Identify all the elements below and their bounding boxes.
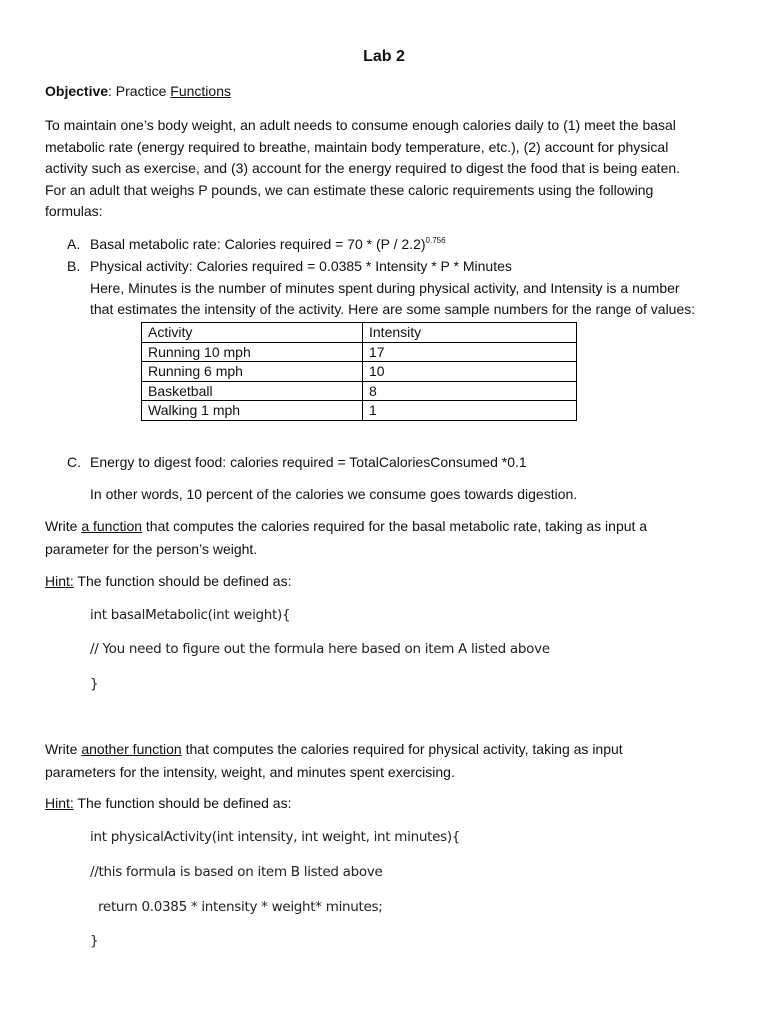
hint2-label: Hint: bbox=[45, 795, 74, 811]
item-b-label: B. bbox=[67, 258, 81, 274]
code-line: } bbox=[90, 933, 99, 949]
hint1-label: Hint: bbox=[45, 573, 74, 589]
item-b-text: Physical activity: Calories required = 0.0385 * Intensity * P * Minutes bbox=[90, 258, 512, 274]
task2-line2: parameters for the intensity, weight, and minutes spent exercising. bbox=[45, 764, 455, 780]
table-cell: 8 bbox=[363, 381, 577, 401]
table-row bbox=[142, 342, 577, 362]
code-line: int basalMetabolic(int weight){ bbox=[90, 607, 291, 623]
item-a-text bbox=[90, 236, 446, 252]
item-c-text: Energy to digest food: calories required = TotalCaloriesConsumed *0.1 bbox=[90, 454, 527, 470]
table-row bbox=[142, 401, 577, 421]
task1-line2: parameter for the person’s weight. bbox=[45, 541, 258, 557]
task2-line bbox=[45, 741, 623, 757]
task2-emphasis: another function bbox=[81, 741, 182, 757]
item-a-exponent: 0.756 bbox=[425, 236, 446, 245]
objective-topic: Functions bbox=[170, 83, 231, 99]
hint2-text: The function should be defined as: bbox=[73, 795, 292, 811]
item-c-label: C. bbox=[67, 454, 81, 470]
objective-separator: : Practice bbox=[108, 83, 171, 99]
task1-pre: Write bbox=[45, 518, 82, 534]
code-line: } bbox=[90, 676, 99, 692]
code-line: // You need to figure out the formula here based on item A listed above bbox=[90, 641, 550, 657]
hint2-line bbox=[45, 795, 291, 811]
task1-line bbox=[45, 518, 647, 534]
table-cell: 1 bbox=[363, 401, 577, 421]
intro-line: metabolic rate (energy required to breathe, maintain body temperature, etc.), (2) account for physical bbox=[45, 138, 669, 155]
task1-emphasis: a function bbox=[81, 518, 143, 534]
intro-line: For an adult that weighs P pounds, we can estimate these caloric requirements using the following bbox=[45, 181, 654, 198]
table-header-cell: Activity bbox=[142, 323, 363, 343]
item-a-formula: Basal metabolic rate: Calories required = 70 * (P / 2.2) bbox=[90, 236, 426, 252]
intro-line: To maintain one’s body weight, an adult needs to consume enough calories daily to (1) meet the basal bbox=[45, 117, 676, 133]
task2-post: that computes the calories required for physical activity, taking as input bbox=[181, 741, 623, 757]
table-row bbox=[142, 381, 577, 401]
table-header-cell: Intensity bbox=[363, 323, 577, 343]
hint1-line bbox=[45, 573, 291, 589]
item-b-desc-line: that estimates the intensity of the activity. Here are some sample numbers for the range of values: bbox=[90, 301, 696, 317]
code-line: int physicalActivity(int intensity, int weight, int minutes){ bbox=[90, 829, 461, 845]
hint1-text: The function should be defined as: bbox=[73, 573, 292, 589]
table-cell: 17 bbox=[363, 342, 577, 362]
table-cell: Running 6 mph bbox=[142, 362, 363, 382]
table-cell: Running 10 mph bbox=[142, 342, 363, 362]
table-cell: 10 bbox=[363, 362, 577, 382]
task1-post: that computes the calories required for the basal metabolic rate, taking as input a bbox=[142, 518, 648, 534]
item-b-desc-line: Here, Minutes is the number of minutes spent during physical activity, and Intensity is a number bbox=[90, 280, 680, 296]
code-line: //this formula is based on item B listed above bbox=[90, 864, 383, 880]
item-c-note: In other words, 10 percent of the calories we consume goes towards digestion. bbox=[90, 486, 578, 502]
task2-pre: Write bbox=[45, 741, 82, 757]
intensity-table bbox=[141, 322, 577, 421]
item-a-label: A. bbox=[67, 236, 81, 252]
intro-line: activity such as exercise, and (3) account for the energy required to digest the food that is being eaten. bbox=[45, 160, 681, 176]
table-header-row bbox=[142, 323, 577, 343]
intro-line: formulas: bbox=[45, 203, 103, 219]
page-title: Lab 2 bbox=[363, 48, 405, 65]
objective-line bbox=[45, 83, 231, 99]
table-cell: Basketball bbox=[142, 381, 363, 401]
table-cell: Walking 1 mph bbox=[142, 401, 363, 421]
table-row bbox=[142, 362, 577, 382]
code-line: return 0.0385 * intensity * weight* minutes; bbox=[90, 899, 383, 915]
objective-label: Objective bbox=[45, 83, 109, 99]
